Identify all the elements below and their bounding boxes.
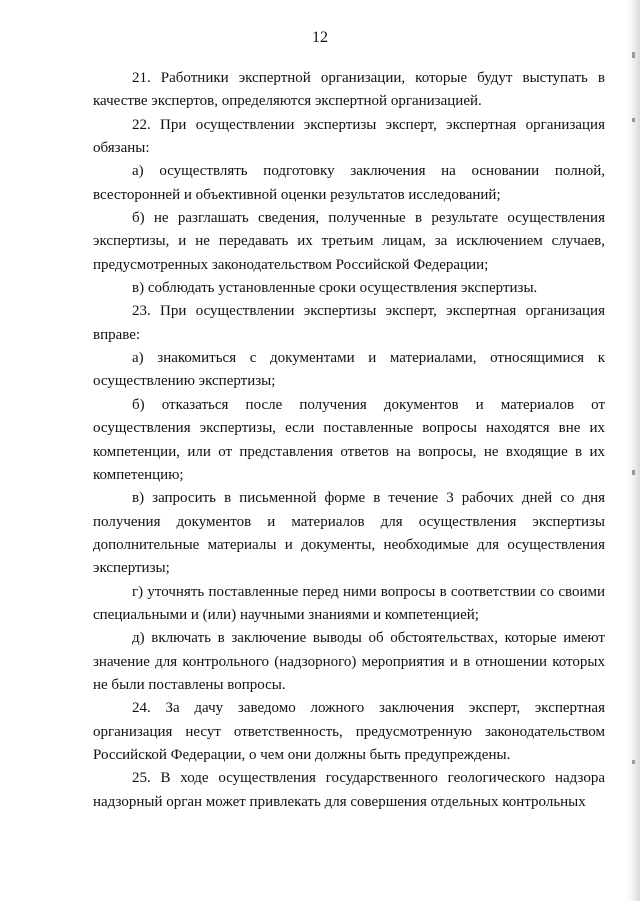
document-body bbox=[93, 67, 605, 814]
paragraph-22-b: б) не разглашать сведения, полученные в результате осуществления экспертизы, и не передавать их третьим лицам, за исключением случаев, предусмотренных законодательством Российской Федерации; bbox=[93, 210, 605, 273]
paragraph-25: 25. В ходе осуществления государственного геологического надзора надзорный орган может привлекать для совершения отдельных контрольных bbox=[93, 770, 605, 810]
paragraph-22: 22. При осуществлении экспертизы эксперт, экспертная организация обязаны: bbox=[93, 116, 605, 157]
scan-mark bbox=[632, 760, 635, 764]
paragraph-23-b: б) отказаться после получения документов и материалов от осуществления экспертизы, если поставленные вопросы находятся вне их компетенции, или от представления ответов на вопросы, не входящие в их компетенцию; bbox=[93, 396, 605, 483]
paragraph-24: 24. За дачу заведомо ложного заключения эксперт, экспертная организация несут ответственность, предусмотренную законодательством Российской Федерации, о чем они должны быть предупреждены. bbox=[93, 700, 605, 763]
paragraph-23-g: г) уточнять поставленные перед ними вопросы в соответствии со своими специальными и (или) научными знаниями и компетенцией; bbox=[93, 583, 605, 623]
scan-mark bbox=[632, 470, 635, 475]
paragraph-23-a: а) знакомиться с документами и материалами, относящимися к осуществлению экспертизы; bbox=[93, 350, 605, 390]
paragraph-22-a: а) осуществлять подготовку заключения на основании полной, всесторонней и объективной оценки результатов исследований; bbox=[93, 163, 605, 203]
scan-edge-shadow bbox=[626, 0, 640, 901]
page-number: 12 bbox=[312, 29, 328, 46]
scan-mark bbox=[632, 52, 635, 58]
paragraph-23-d: д) включать в заключение выводы об обстоятельствах, которые имеют значение для контрольного (надзорного) мероприятия и в отношении которых не были поставлены вопросы. bbox=[93, 630, 605, 693]
paragraph-23-v: в) запросить в письменной форме в течение 3 рабочих дней со дня получения документов и материалов для осуществления экспертизы дополнительные материалы и документы, необходимые для осуществления экспертизы; bbox=[93, 490, 605, 577]
scan-mark bbox=[632, 118, 635, 122]
paragraph-21: 21. Работники экспертной организации, которые будут выступать в качестве экспертов, определяются экспертной организацией. bbox=[93, 70, 605, 110]
paragraph-23: 23. При осуществлении экспертизы эксперт, экспертная организация вправе: bbox=[93, 303, 605, 343]
paragraph-22-v: в) соблюдать установленные сроки осуществления экспертизы. bbox=[132, 280, 538, 297]
